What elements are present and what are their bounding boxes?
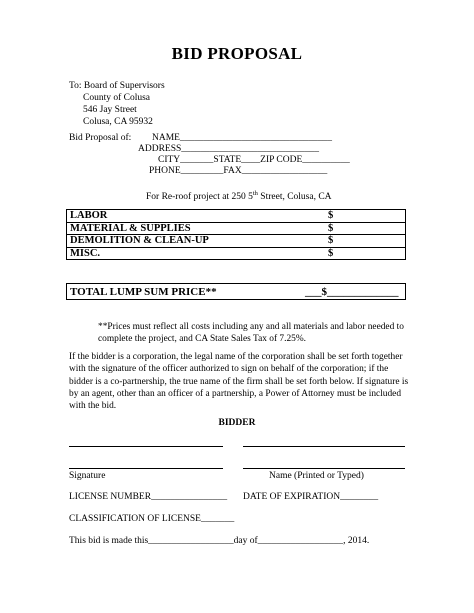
cost-label: MATERIAL & SUPPLIES xyxy=(67,222,326,235)
total-amount-field[interactable]: ___$_____________ xyxy=(305,286,399,298)
bidder-heading: BIDDER xyxy=(218,418,256,428)
cost-amount-field[interactable]: $ xyxy=(325,210,406,223)
corporation-paragraph: If the bidder is a corporation, the legal name of the corporation shall be set forth together with the signature of the officer authorized to sign on behalf of the corporation; if the bidder is a co-partnership, the true name of the firm shall be set forth below. If signature is by an agent, other than an officer of a partnership, a Power of Attorney must be included with the bid. xyxy=(69,352,409,412)
recipient-line: Colusa, CA 95932 xyxy=(83,117,153,127)
project-description xyxy=(146,190,332,202)
signature-label: Signature xyxy=(69,471,106,481)
city-state-zip-field[interactable]: CITY_______STATE____ZIP CODE__________ xyxy=(158,155,350,165)
project-text: For Re-roof project at 250 5 xyxy=(146,192,253,203)
project-text-end: Street, Colusa, CA xyxy=(257,192,332,203)
total-price-box xyxy=(66,283,406,300)
phone-fax-field[interactable]: PHONE_________FAX__________________ xyxy=(149,166,328,176)
date-of-expiration-field[interactable]: DATE OF EXPIRATION________ xyxy=(243,492,379,502)
name-printed-label: Name (Printed or Typed) xyxy=(269,471,364,481)
name-field[interactable]: NAME________________________________ xyxy=(152,133,332,143)
page-title: BID PROPOSAL xyxy=(171,44,303,63)
classification-field[interactable]: CLASSIFICATION OF LICENSE_______ xyxy=(69,514,235,524)
table-row xyxy=(67,235,406,248)
cost-amount-field[interactable]: $ xyxy=(328,247,334,259)
cost-amount-field[interactable]: $ xyxy=(325,222,406,235)
table-row xyxy=(67,222,406,235)
recipient-line: County of Colusa xyxy=(83,93,151,103)
bid-proposal-of-label: Bid Proposal of: xyxy=(69,133,132,143)
cost-label: LABOR xyxy=(67,210,326,223)
table-row xyxy=(67,210,406,223)
bid-date-field[interactable]: This bid is made this__________________day of__________________, 2014. xyxy=(69,536,370,546)
table-row xyxy=(67,247,406,260)
price-note: **Prices must reflect all costs including any and all materials and labor needed to complete the project, and CA State Sales Tax of 7.25%. xyxy=(98,322,404,345)
recipient-line: 546 Jay Street xyxy=(83,105,137,115)
cost-label: DEMOLITION & CLEAN-UP xyxy=(67,235,326,248)
license-number-field[interactable]: LICENSE NUMBER________________ xyxy=(69,492,228,502)
cost-table xyxy=(66,209,406,260)
address-field[interactable]: ADDRESS_____________________________ xyxy=(138,144,320,154)
name-line-1[interactable] xyxy=(243,446,405,447)
total-label: TOTAL LUMP SUM PRICE** xyxy=(70,286,217,298)
cost-amount-field[interactable]: $ xyxy=(325,235,406,248)
signature-line-2[interactable] xyxy=(69,468,223,469)
signature-line-1[interactable] xyxy=(69,446,223,447)
name-line-2[interactable] xyxy=(243,468,405,469)
recipient-line: To: Board of Supervisors xyxy=(69,81,165,91)
cost-label: MISC. xyxy=(70,247,101,259)
project-sup: th xyxy=(252,190,258,197)
recipient-address xyxy=(69,80,165,128)
